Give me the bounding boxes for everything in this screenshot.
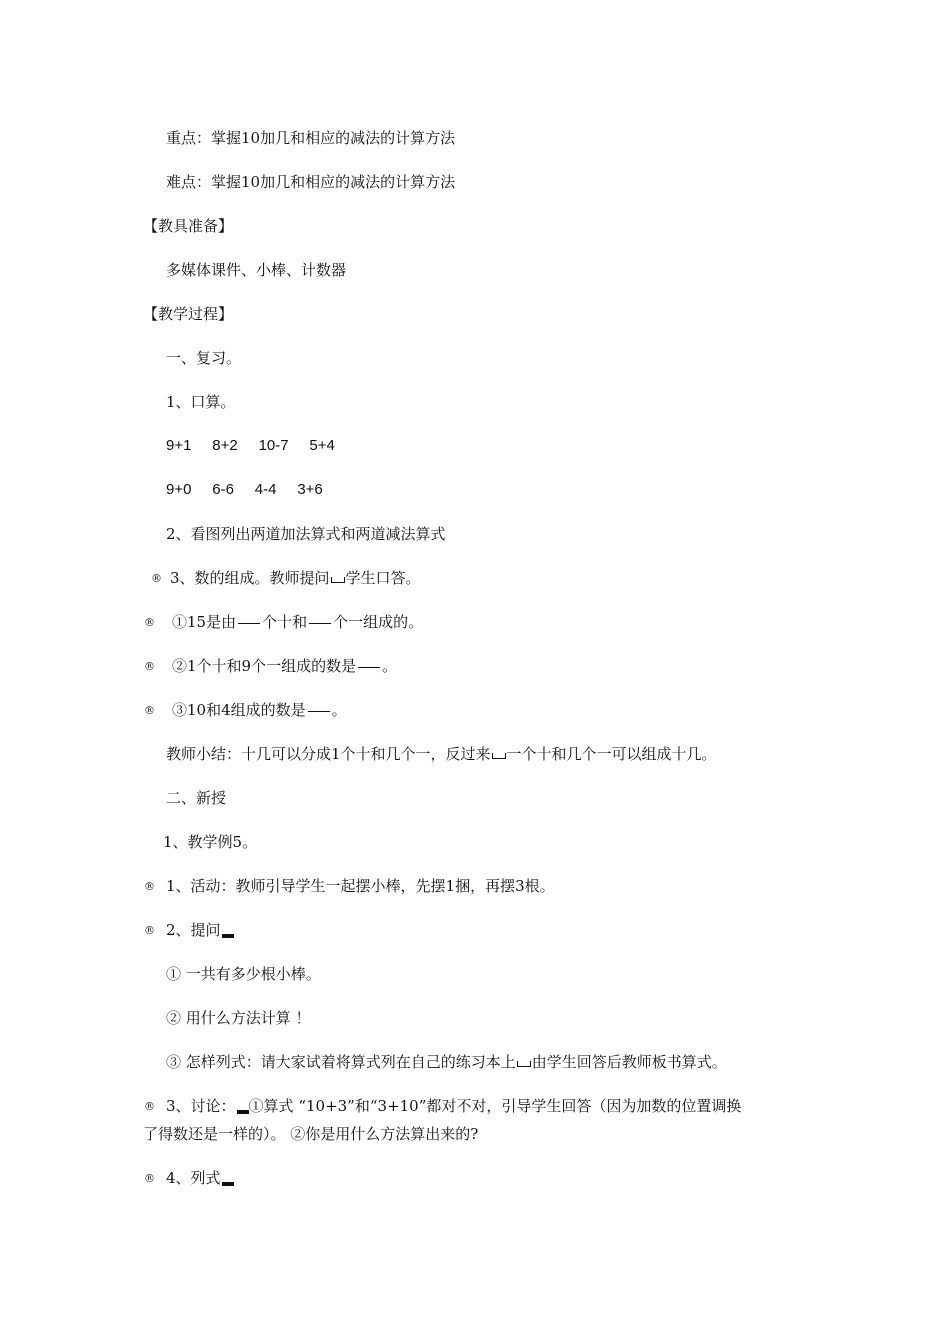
discussion-text-a: 3、讨论：: [166, 1097, 236, 1115]
section-heading-process: 【教学过程】: [143, 305, 234, 323]
question-3-text-b: 。: [331, 701, 347, 719]
ask-1-line: ① 一共有多少根小棒。: [166, 965, 321, 983]
ask-3-text-b: 由学生回答后教师板书算式。: [531, 1053, 727, 1071]
section-heading-tools: 【教具准备】: [143, 217, 234, 235]
item-3-line: [170, 568, 421, 588]
fill-blank: [308, 711, 330, 712]
discussion-continuation-line: 了得数还是一样的）。 ②你是用什么方法算出来的?: [143, 1125, 479, 1143]
placeholder-mark-icon: [492, 753, 506, 759]
oral-calc-title: 1、口算。: [166, 393, 236, 411]
formula-title-text: 4、列式: [166, 1169, 221, 1187]
bullet-mark: ®: [144, 924, 155, 937]
bullet-mark: ®: [144, 660, 155, 673]
question-1-line: [172, 612, 423, 632]
bullet-mark: ®: [151, 572, 162, 585]
item-2-line: 2、看图列出两道加法算式和两道减法算式: [166, 525, 446, 543]
fill-blank: [238, 623, 260, 624]
difficult-point-line: 难点：掌握10加几和相应的减法的计算方法: [166, 173, 456, 191]
item-3-text-b: 学生口答。: [345, 569, 421, 587]
ask-title-text: 2、提问: [166, 921, 221, 939]
question-1-text-c: 个一组成的。: [333, 613, 424, 631]
fill-blank: [358, 667, 380, 668]
question-2-line: [172, 656, 397, 676]
discussion-text-b: ①算式 “10+3”和“3+10”都对不对，引导学生回答（因为加数的位置调换: [248, 1097, 742, 1115]
bullet-mark: ®: [144, 704, 155, 717]
ask-2-line: ② 用什么方法计算 ！: [166, 1009, 311, 1027]
bullet-mark: ®: [144, 880, 155, 893]
discussion-line: [166, 1096, 741, 1116]
ask-title-line: [166, 920, 234, 940]
key-point-line: 重点：掌握10加几和相应的减法的计算方法: [166, 129, 456, 147]
bullet-mark: ®: [144, 616, 155, 629]
oral-calc-row-1: 9+1 8+2 10-7 5+4: [166, 437, 335, 454]
question-2-text-a: ②1个十和9个一组成的数是: [172, 657, 357, 675]
activity-line: 1、活动：教师引导学生一起摆小棒，先摆1捆，再摆3根。: [166, 877, 555, 895]
placeholder-bar-icon: [237, 1110, 249, 1114]
question-1-text-b: 个十和: [262, 613, 308, 631]
summary-text-b: 一个十和几个一可以组成十几。: [506, 745, 717, 763]
question-3-text-a: ③10和4组成的数是: [172, 701, 306, 719]
review-title: 一、复习。: [166, 349, 242, 367]
placeholder-mark-icon: [331, 577, 345, 583]
question-1-text-a: ①15是由: [172, 613, 237, 631]
placeholder-mark-icon: [517, 1061, 531, 1067]
bullet-mark: ®: [144, 1100, 155, 1113]
oral-calc-row-2: 9+0 6-6 4-4 3+6: [166, 481, 323, 498]
ask-3-text-a: ③ 怎样列式：请大家试着将算式列在自己的练习本上: [166, 1053, 516, 1071]
question-3-line: [172, 700, 347, 720]
ask-3-line: [166, 1052, 727, 1072]
formula-title-line: [166, 1168, 234, 1188]
teacher-summary-line: [166, 744, 717, 764]
fill-blank: [309, 623, 331, 624]
placeholder-bar-icon: [222, 934, 234, 938]
summary-text-a: 教师小结：十几可以分成1个十和几个一，反过来: [166, 745, 491, 763]
new-lesson-title: 二、新授: [166, 789, 227, 807]
bullet-mark: ®: [144, 1172, 155, 1185]
placeholder-bar-icon: [222, 1182, 234, 1186]
item-3-text-a: 3、数的组成。教师提问: [170, 569, 330, 587]
example-title: 1、教学例5。: [163, 833, 258, 851]
question-2-text-b: 。: [382, 657, 398, 675]
tools-line: 多媒体课件、小棒、计数器: [166, 261, 347, 279]
